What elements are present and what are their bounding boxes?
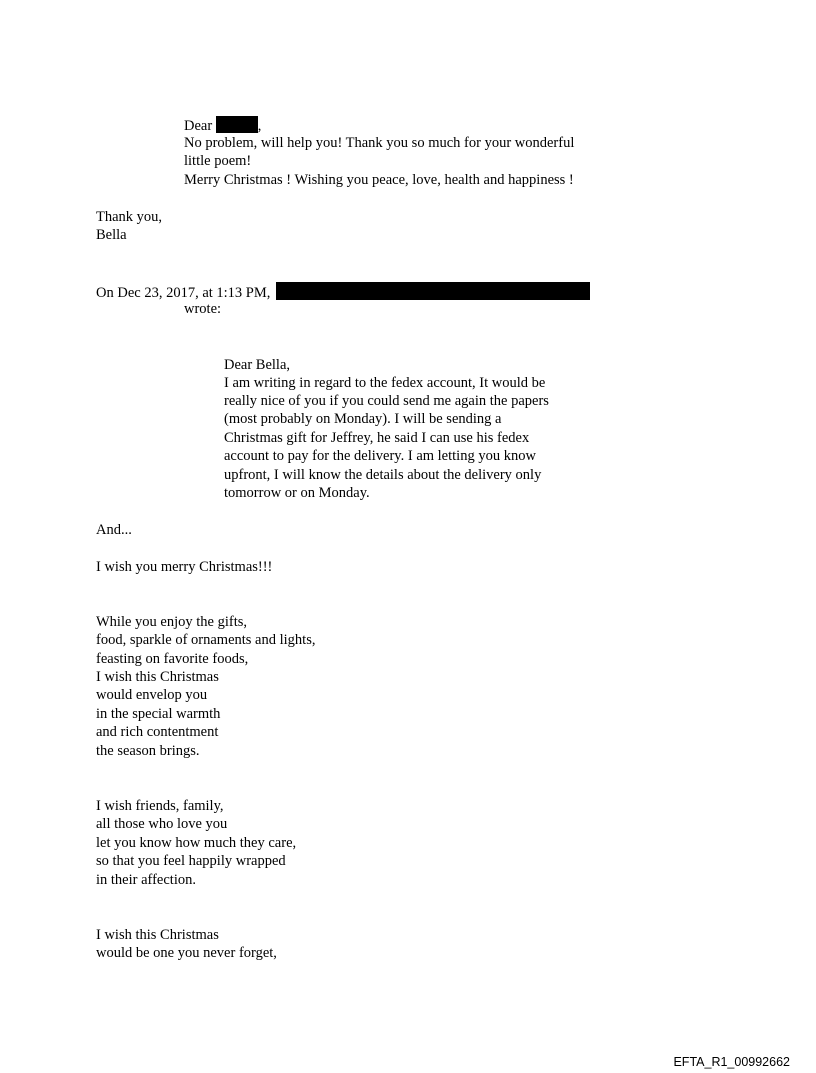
poem-line: in the special warmth <box>96 706 221 722</box>
poem-line: all those who love you <box>96 816 228 832</box>
poem-line: I wish this Christmas <box>96 927 219 943</box>
quoted-line: Christmas gift for Jeffrey, he said I can use his fedex <box>224 430 530 446</box>
body-wish: I wish you merry Christmas!!! <box>96 559 273 575</box>
quoted-line: really nice of you if you could send me again the papers <box>224 393 549 409</box>
quoted-line: tomorrow or on Monday. <box>224 485 370 501</box>
redaction-bar <box>276 282 590 300</box>
signoff-name: Bella <box>96 227 127 243</box>
reply-greeting-comma: , <box>257 118 262 134</box>
quote-header-date: On Dec 23, 2017, at 1:13 PM, <box>96 285 271 301</box>
poem-line: in their affection. <box>96 872 196 888</box>
poem-line: food, sparkle of ornaments and lights, <box>96 632 316 648</box>
reply-greeting <box>184 116 261 135</box>
poem-line: would be one you never forget, <box>96 945 277 961</box>
poem-line: so that you feel happily wrapped <box>96 853 286 869</box>
quoted-line: (most probably on Monday). I will be sending a <box>224 411 502 427</box>
poem-line: I wish friends, family, <box>96 798 224 814</box>
poem-line: I wish this Christmas <box>96 669 219 685</box>
poem-line: feasting on favorite foods, <box>96 651 249 667</box>
reply-line: little poem! <box>184 153 252 169</box>
quoted-line: I am writing in regard to the fedex account, It would be <box>224 375 546 391</box>
poem-line: While you enjoy the gifts, <box>96 614 248 630</box>
quoted-line: upfront, I will know the details about the delivery only <box>224 467 542 483</box>
quote-header-wrote: wrote: <box>184 301 222 317</box>
quote-header <box>96 282 590 302</box>
poem-line: and rich contentment <box>96 724 219 740</box>
redaction-bar <box>216 116 258 133</box>
body-and: And... <box>96 522 132 538</box>
reply-line: Merry Christmas ! Wishing you peace, love, health and happiness ! <box>184 172 574 188</box>
reply-greeting-word: Dear <box>184 118 213 134</box>
quoted-line: account to pay for the delivery. I am letting you know <box>224 448 536 464</box>
poem-line: the season brings. <box>96 743 200 759</box>
quoted-greeting: Dear Bella, <box>224 357 291 373</box>
poem-line: let you know how much they care, <box>96 835 297 851</box>
reply-line: No problem, will help you! Thank you so much for your wonderful <box>184 135 575 151</box>
poem-line: would envelop you <box>96 687 208 703</box>
signoff-thanks: Thank you, <box>96 209 163 225</box>
document-id: EFTA_R1_00992662 <box>673 1055 790 1069</box>
